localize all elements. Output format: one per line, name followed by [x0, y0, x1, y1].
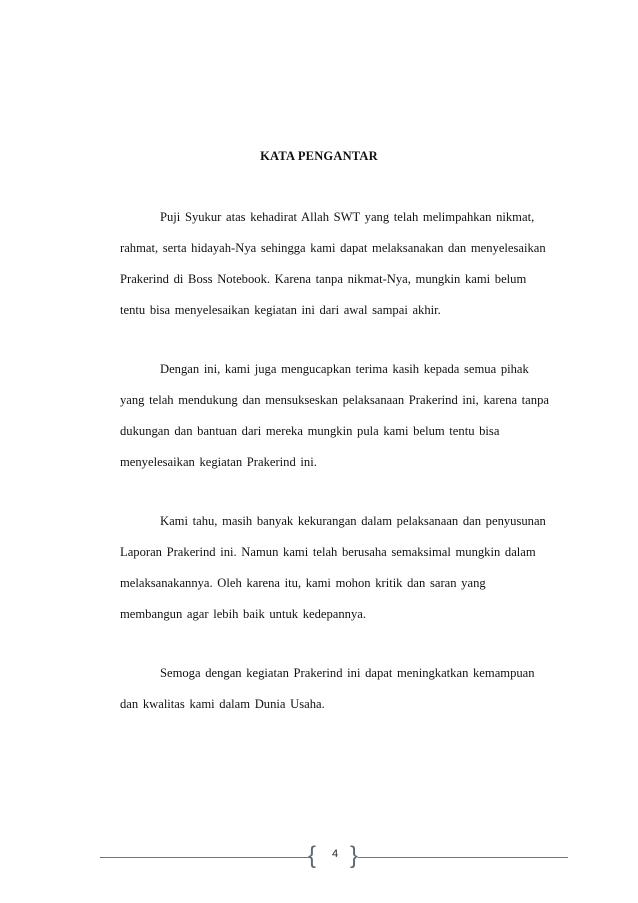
footer-bracket-close: }	[350, 842, 359, 869]
paragraph-line: membangun agar lebih baik untuk kedepannya.	[120, 607, 367, 621]
page-title: KATA PENGANTAR	[260, 149, 378, 163]
paragraph-line: Kami tahu, masih banyak kekurangan dalam pelaksanaan dan penyusunan	[160, 514, 546, 528]
paragraph-line: menyelesaikan kegiatan Prakerind ini.	[120, 455, 317, 469]
paragraph-line: Laporan Prakerind ini. Namun kami telah berusaha semaksimal mungkin dalam	[120, 545, 536, 559]
footer-rule-right	[358, 857, 568, 858]
footer-bracket-open: {	[308, 842, 317, 869]
paragraph-line: Prakerind di Boss Notebook. Karena tanpa nikmat-Nya, mungkin kami belum	[120, 272, 527, 286]
paragraph-line: dan kwalitas kami dalam Dunia Usaha.	[120, 697, 325, 711]
paragraph-line: tentu bisa menyelesaikan kegiatan ini dari awal sampai akhir.	[120, 303, 441, 317]
paragraph-line: Semoga dengan kegiatan Prakerind ini dapat meningkatkan kemampuan	[160, 666, 535, 680]
paragraph-line: Dengan ini, kami juga mengucapkan terima kasih kepada semua pihak	[160, 362, 529, 376]
paragraph-line: dukungan dan bantuan dari mereka mungkin pula kami belum tentu bisa	[120, 424, 500, 438]
paragraph-line: melaksanakannya. Oleh karena itu, kami mohon kritik dan saran yang	[120, 576, 486, 590]
paragraph-line: rahmat, serta hidayah-Nya sehingga kami dapat melaksanakan dan menyelesaikan	[120, 241, 546, 255]
paragraph-line: Puji Syukur atas kehadirat Allah SWT yang telah melimpahkan nikmat,	[160, 210, 535, 224]
page-number: 4	[331, 848, 339, 860]
paragraph-line: yang telah mendukung dan mensukseskan pelaksanaan Prakerind ini, karena tanpa	[120, 393, 549, 407]
footer-rule-left	[100, 857, 312, 858]
